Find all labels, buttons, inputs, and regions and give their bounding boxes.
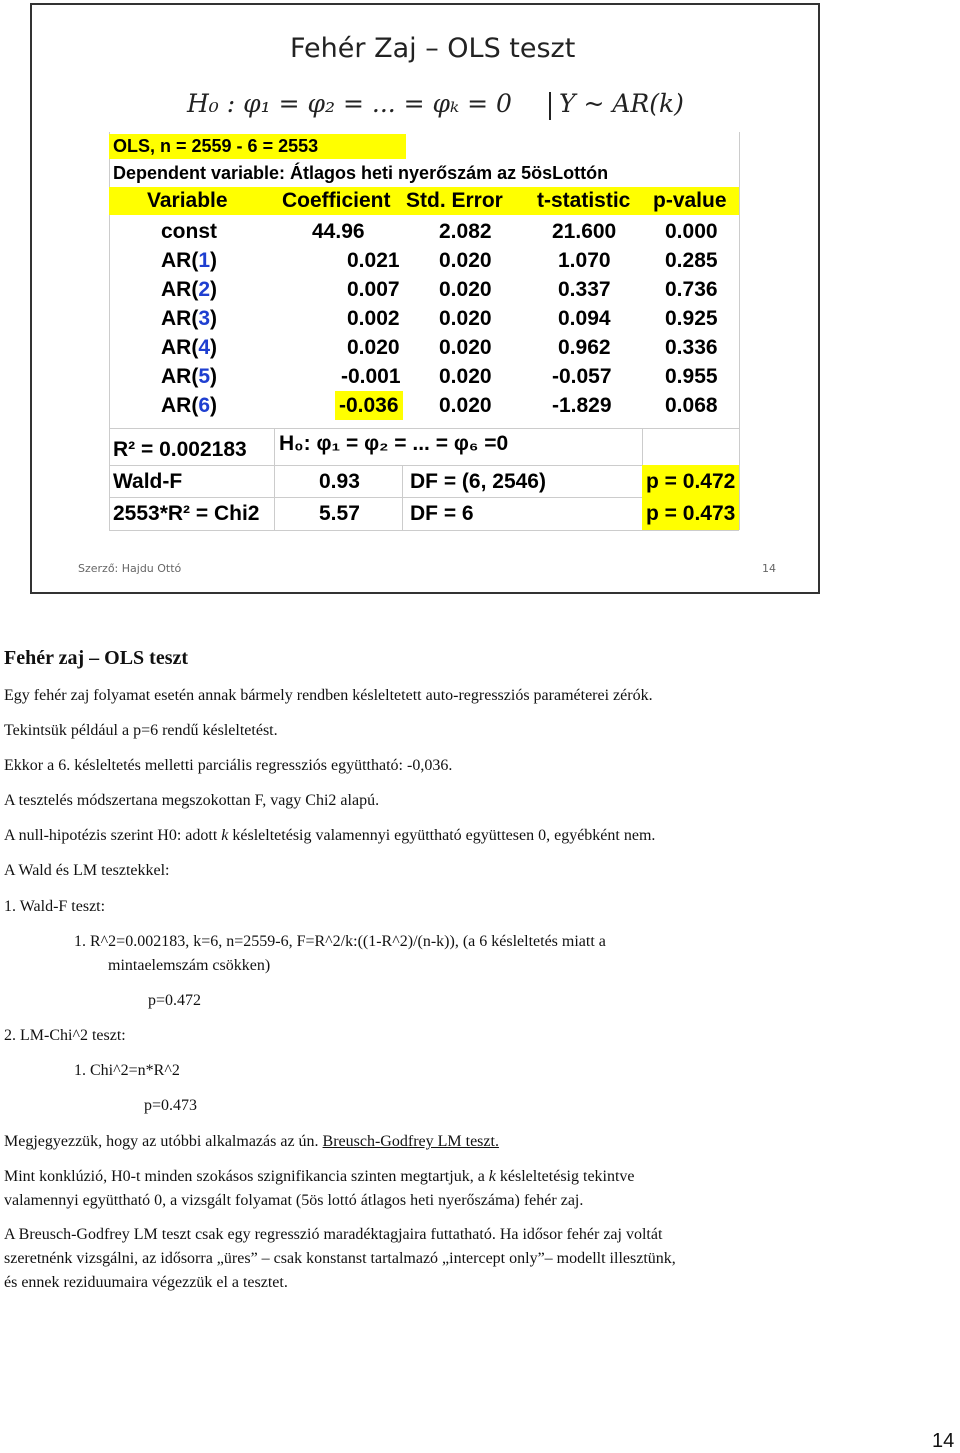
model-formula: Y ~ AR(k)	[559, 89, 684, 118]
slide	[30, 3, 820, 594]
ols-line: OLS, n = 2559 - 6 = 2553	[109, 134, 406, 159]
list-item: 1. R^2=0.002183, k=6, n=2559-6, F=R^2/k:((1-R^2)/(n-k)), (a 6 késleltetés miatt a	[74, 933, 606, 950]
paragraph: Megjegyezzük, hogy az utóbbi alkalmazás az ún. Breusch-Godfrey LM teszt.	[4, 1133, 499, 1150]
chi-p-value: p = 0.473	[642, 497, 739, 530]
list-item: 1. Wald-F teszt:	[4, 898, 106, 915]
section-heading: Fehér zaj – OLS teszt	[4, 647, 189, 669]
summary-wald-row: Wald-F 0.93 DF = (6, 2546) p = 0.472	[109, 465, 739, 497]
paragraph: valamennyi együttható 0, a vizsgált folyamat (5ös lottó átlagos heti nyerőszáma) fehér zaj.	[4, 1192, 584, 1209]
table-row: AR(3) 0.002 0.020 0.094 0.925	[161, 307, 718, 330]
formula-separator	[549, 92, 551, 120]
paragraph: A null-hipotézis szerint H0: adott k késleltetésig valamennyi együttható együttesen 0, egyébként nem.	[4, 827, 656, 844]
table-row: AR(4) 0.020 0.020 0.962 0.336	[161, 336, 718, 359]
list-item: 2. LM-Chi^2 teszt:	[4, 1027, 126, 1044]
list-item: 1. Chi^2=n*R^2	[74, 1062, 180, 1079]
page-number: 14	[932, 1430, 955, 1452]
slide-title: Fehér Zaj – OLS teszt	[290, 33, 576, 64]
slide-footer-author: Szerző: Hajdu Ottó	[78, 562, 182, 575]
summary-r2-row: R² = 0.002183 H₀: φ₁ = φ₂ = ... = φ₆ =0	[113, 432, 509, 461]
paragraph: Egy fehér zaj folyamat esetén annak bármely rendben késleltetett auto-regressziós paraméterei zérók.	[4, 687, 653, 704]
summary-chi-row: 2553*R² = Chi2 5.57 DF = 6 p = 0.473	[109, 497, 739, 530]
paragraph: A tesztelés módszertana megszokottan F, vagy Chi2 alapú.	[4, 792, 380, 809]
paragraph: A Wald és LM tesztekkel:	[4, 862, 170, 879]
table-row: const 44.96 2.082 21.600 0.000	[161, 220, 718, 243]
list-item-continuation: mintaelemszám csökken)	[108, 957, 271, 974]
table-row: AR(5) -0.001 0.020 -0.057 0.955	[161, 365, 718, 388]
breusch-godfrey-link[interactable]: Breusch-Godfrey LM teszt.	[322, 1133, 499, 1150]
table-row: AR(2) 0.007 0.020 0.337 0.736	[161, 278, 718, 301]
paragraph: Tekintsük például a p=6 rendű késleltetést.	[4, 722, 278, 739]
paragraph: Ekkor a 6. késleltetés melletti parciális regressziós együttható: -0,036.	[4, 757, 453, 774]
table-row: AR(6) -0.036 0.020 -1.829 0.068	[109, 391, 739, 420]
table-row: AR(1) 0.021 0.020 1.070 0.285	[161, 249, 718, 272]
paragraph: Mint konklúzió, H0-t minden szokásos szignifikancia szinten megtartjuk, a k késleltetésig tekintve	[4, 1168, 635, 1185]
wald-p-value: p = 0.472	[642, 465, 739, 497]
hypothesis-formula: H₀ : φ₁ = φ₂ = ... = φₖ = 0	[187, 89, 512, 118]
dependent-variable-line: Dependent variable: Átlagos heti nyerőszám az 5ösLottón	[113, 163, 609, 183]
paragraph: A Breusch-Godfrey LM teszt csak egy regresszió maradéktagjaira futtatható. Ha idősor fehér zaj voltát	[4, 1226, 663, 1243]
list-item-result: p=0.473	[144, 1097, 198, 1114]
paragraph: és ennek reziduumaira végezzük el a tesztet.	[4, 1274, 288, 1291]
table-header: Variable Coefficient Std. Error t-statistic p-value	[109, 187, 739, 215]
highlighted-coefficient: -0.036	[335, 391, 403, 420]
slide-footer-page: 14	[762, 562, 776, 575]
paragraph: szeretnénk vizsgálni, az idősorra „üres” – csak konstanst tartalmazó „intercept only”– modellt illesztünk,	[4, 1250, 676, 1267]
list-item-result: p=0.472	[148, 992, 202, 1009]
